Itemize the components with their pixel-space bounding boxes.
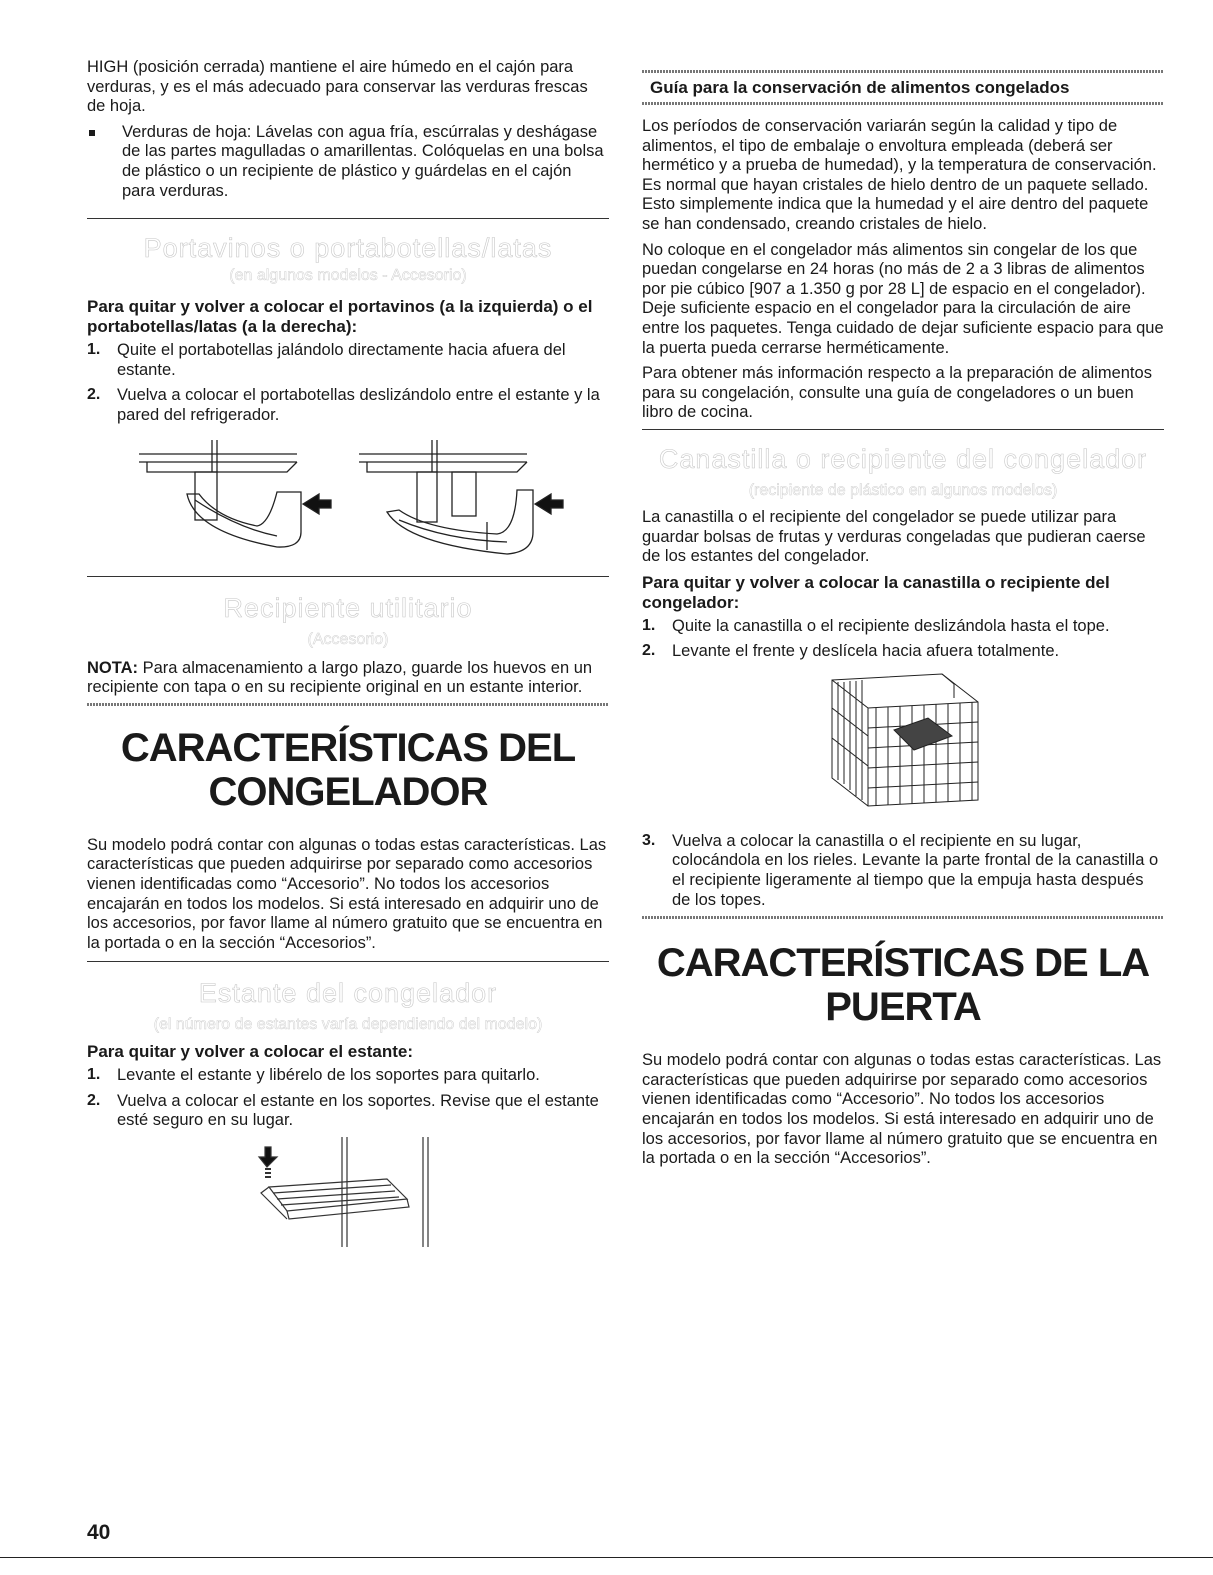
utility-note [87, 659, 609, 698]
utility-bin-subtitle: (Accesorio) [307, 630, 389, 648]
step-text: Quite la canastilla o el recipiente deslizándola hasta el tope. [672, 616, 1110, 635]
door-features-heading [642, 941, 1164, 1029]
step-number: 1. [87, 341, 101, 359]
step-text: Vuelva a colocar la canastilla o el recipiente en su lugar, colocándola en los rieles. Levante la parte frontal de la canastilla o el recipiente ligeramente al tiempo que la empuja hasta después de los topes. [672, 831, 1159, 909]
note-text: Para almacenamiento a largo plazo, guarde los huevos en un recipiente con tapa o en su recipiente original en un estante interior. [87, 658, 593, 697]
freezer-shelf-title: Estante del congelador [198, 978, 498, 1009]
step-number: 3. [642, 831, 656, 849]
wine-rack-subtitle: (en algunos modelos - Accesorio) [229, 267, 467, 285]
wine-step-2 [87, 386, 609, 425]
step-number: 1. [87, 1066, 101, 1084]
right-column [642, 58, 1164, 1169]
step-text: Levante el estante y libérelo de los soportes para quitarlo. [117, 1066, 540, 1085]
bullet-text: Verduras de hoja: Lávelas con agua fría, escúrralas y deshágase de las partes magulladas o amarillentas. Colóquelas en una bolsa de plástico o un recipiente de plástico y guárdelas en el cajón para verduras. [122, 122, 604, 200]
section-divider [87, 218, 609, 219]
section-divider [87, 961, 609, 962]
heading-line-2: CONGELADOR [208, 769, 488, 814]
freezer-shelf-instruction: Para quitar y volver a colocar el estante: [87, 1042, 413, 1062]
step-number: 2. [87, 1091, 101, 1109]
note-label: NOTA: [87, 658, 139, 677]
dotted-divider [642, 102, 1164, 105]
bullet-square-icon [89, 130, 95, 136]
footer-rule [0, 1557, 1213, 1558]
basket-step-2 [642, 642, 1164, 662]
frozen-guide-paragraph: Para obtener más información respecto a la preparación de alimentos para su congelación, consulte una guía de congeladores o un buen libro de cocina. [642, 364, 1152, 422]
freezer-basket-instruction: Para quitar y volver a colocar la canastilla o recipiente del congelador: [642, 572, 1110, 612]
wine-rack-instruction: Para quitar y volver a colocar el portavinos (a la izquierda) o el portabotellas/latas (a la derecha): [87, 297, 593, 337]
step-number: 2. [642, 642, 656, 660]
utility-bin-title: Recipiente utilitario [223, 592, 473, 623]
page-number: 40 [87, 1521, 111, 1544]
wine-step-1 [87, 341, 609, 380]
step-number: 2. [87, 386, 101, 404]
heading-line-1: CARACTERÍSTICAS DEL [120, 725, 576, 770]
leafy-greens-bullet [87, 123, 609, 201]
step-text: Quite el portabotellas jalándolo directamente hacia afuera del estante. [117, 341, 566, 379]
step-text: Vuelva a colocar el estante en los soportes. Revise que el estante esté seguro en su lugar. [117, 1091, 599, 1130]
frozen-guide-paragraph: Los períodos de conservación variarán según la calidad y tipo de alimentos, el tipo de embalaje o envoltura empleada (deberá ser hermético y a prueba de humedad), y la temperatura de conservación. Es normal que hayan cristales de hielo dentro de un paquete sellado. Esto simplemente indica que la humedad y el aire dentro del paquete se han condensado, creando cristales de hielo. [642, 117, 1157, 233]
freezer-basket-illustration [642, 668, 1164, 828]
section-divider [87, 576, 609, 577]
freezer-basket-text: La canastilla o el recipiente del congelador se puede utilizar para guardar bolsas de frutas y verduras congeladas que pudieran caerse de los estantes del congelador. [642, 507, 1146, 566]
frozen-food-guide-title: Guía para la conservación de alimentos congelados [650, 78, 1070, 97]
section-divider [642, 429, 1164, 430]
frozen-guide-paragraph: No coloque en el congelador más alimentos sin congelar de los que puedan congelarse en 24 horas (no más de 2 a 3 libras de alimentos por pie cúbico [907 a 1.350 g por 28 L] de espacio en el congelador). Deje suficiente espacio en el congelador para la circulación de aire entre los paquetes. Tenga cuidado de dejar suficiente espacio para que la puerta pueda cerrarse herméticamente. [642, 240, 1164, 357]
freezer-shelf-illustration [87, 1137, 609, 1247]
left-column [87, 58, 609, 1247]
freezer-features-text: Su modelo podrá contar con algunas o todas estas características. Las características que pueden adquirirse por separado como accesorios vienen identificadas como “Accesorio”. No todos los accesorios encajarán en todos los modelos. Si está interesado en adquirir uno de los accesorios, por favor llame al número gratuito que se encuentra en la portada o en la sección “Accesorios”. [87, 835, 607, 952]
dotted-divider [87, 703, 609, 706]
wine-rack-title: Portavinos o portabotellas/latas [143, 233, 553, 264]
door-features-text: Su modelo podrá contar con algunas o todas estas características. Las características que pueden adquirirse por separado como accesorios vienen identificadas como “Accesorio”. No todos los accesorios encajarán en todos los modelos. Si está interesado en adquirir uno de los accesorios, por favor llame al número gratuito que se encuentra en la portada o en la sección “Accesorios”. [642, 1051, 1162, 1168]
basket-step-3 [642, 832, 1164, 910]
step-number: 1. [642, 616, 656, 634]
step-text: Vuelva a colocar el portabotellas deslizándolo entre el estante y la pared del refrigerador. [117, 386, 600, 424]
dotted-divider [642, 916, 1164, 919]
freezer-basket-title: Canastilla o recipiente del congelador [658, 443, 1148, 474]
shelf-step-1 [87, 1066, 609, 1086]
heading-line-2: PUERTA [825, 985, 981, 1030]
freezer-features-heading [87, 726, 609, 814]
basket-step-1 [642, 617, 1164, 637]
step-text: Levante el frente y deslícela hacia afuera totalmente. [672, 642, 1060, 661]
heading-line-1: CARACTERÍSTICAS DE LA [656, 941, 1150, 986]
crisper-intro-text: HIGH (posición cerrada) mantiene el aire húmedo en el cajón para verduras, y es el más adecuado para conservar las verduras frescas de hoja. [87, 58, 588, 116]
shelf-step-2 [87, 1092, 609, 1131]
dotted-divider [642, 70, 1164, 73]
freezer-basket-subtitle: (recipiente de plástico en algunos modelos) [748, 481, 1058, 499]
wine-rack-illustration [87, 432, 609, 568]
freezer-shelf-subtitle: (el número de estantes varía dependiendo del modelo) [153, 1016, 543, 1034]
